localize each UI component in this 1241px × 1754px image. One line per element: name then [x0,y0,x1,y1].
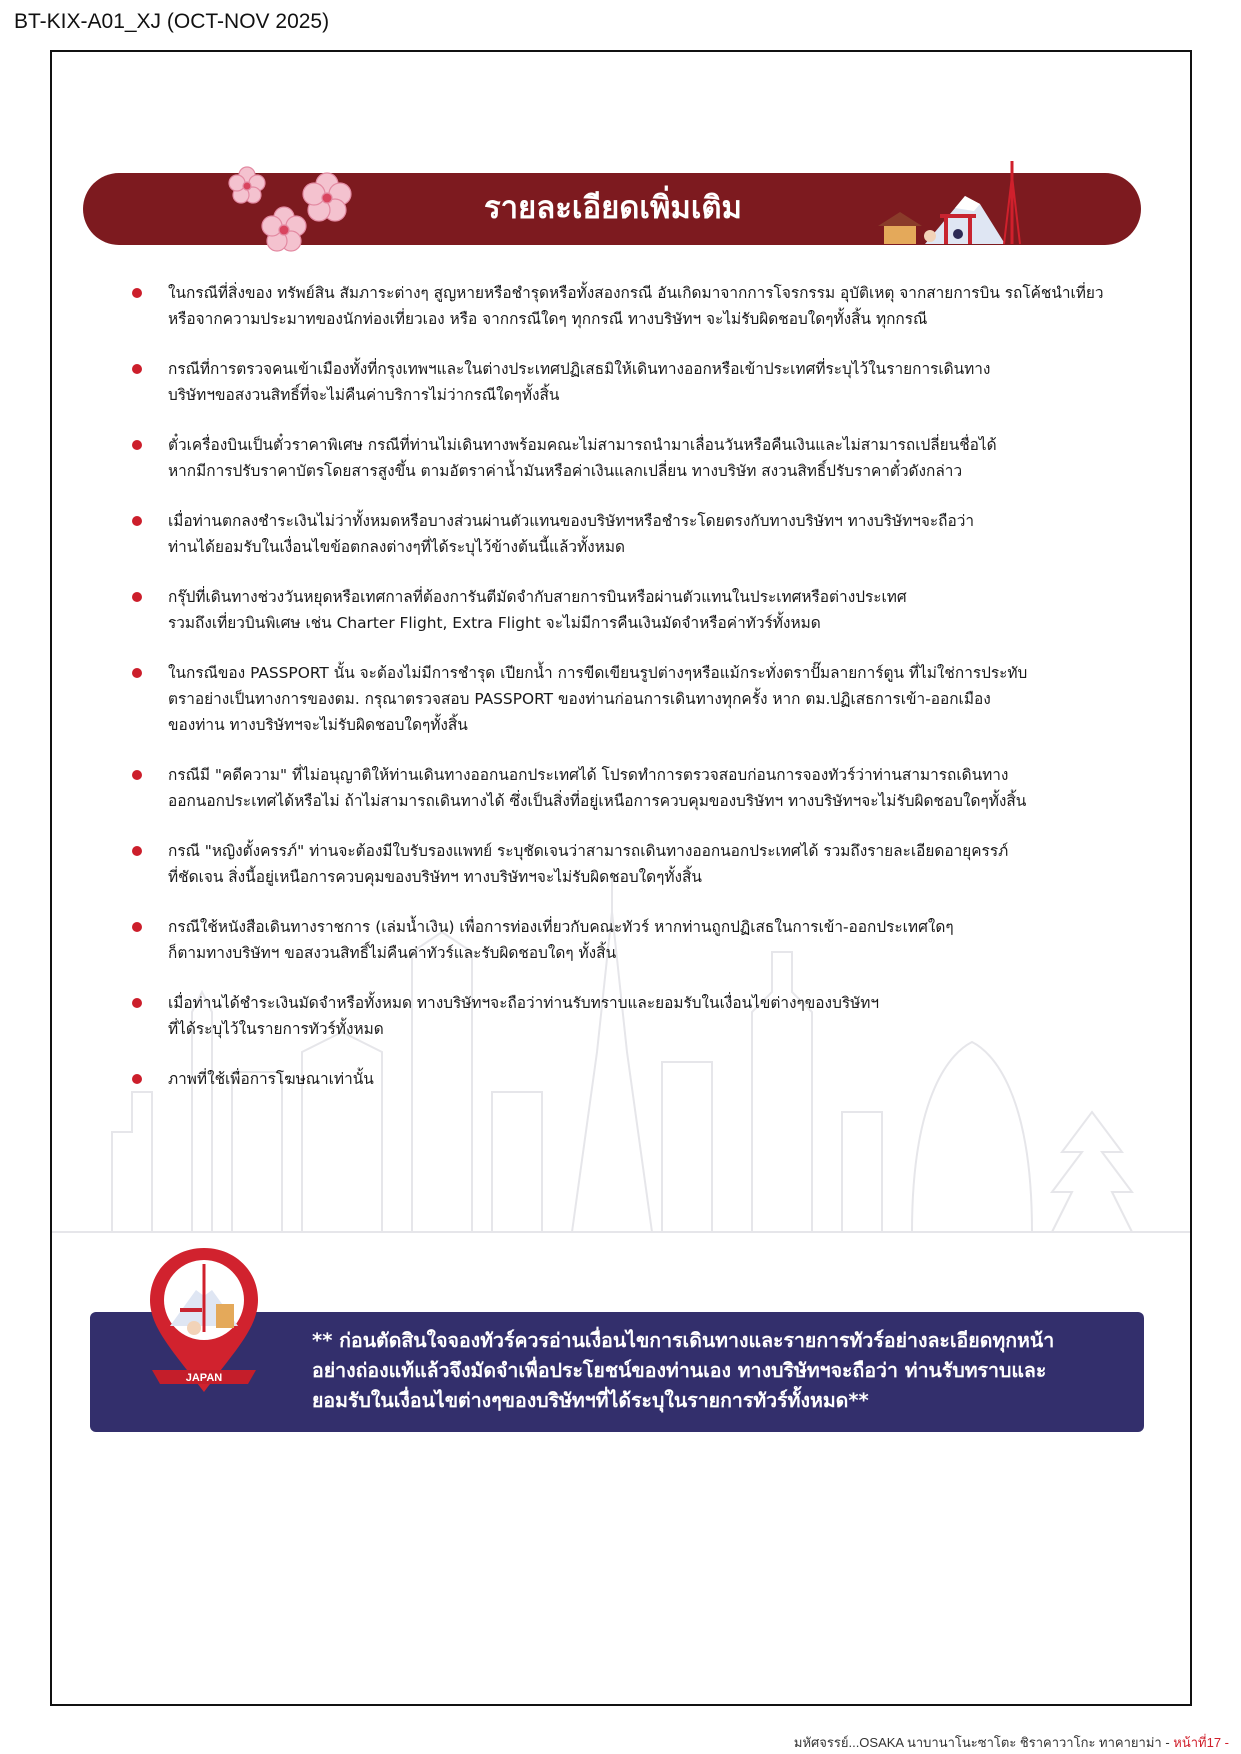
bullet-icon [132,998,142,1008]
list-item-text: กรณีใช้หนังสือเดินทางราชการ (เล่มน้ำเงิน) เพื่อการท่องเที่ยวกับคณะทัวร์ หากท่านถูกปฏิเสธในการเข้า-ออกประเทศใดๆ ก็ตามทางบริษัทฯ ขอสงวนสิทธิ์ไม่คืนค่าทัวร์และรับผิดชอบใดๆ ทั้งสิ้น [168,918,954,962]
conditions-list [132,280,1162,1092]
bullet-icon [132,846,142,856]
list-item [132,432,1162,484]
list-item [132,356,1162,408]
list-item [132,914,1162,966]
bullet-icon [132,922,142,932]
list-item [132,508,1162,560]
list-item [132,838,1162,890]
bullet-icon [132,288,142,298]
section-title: รายละเอียดเพิ่มเติม [483,190,742,226]
list-item [132,990,1162,1042]
list-item-text: กรณีมี "คดีความ" ที่ไม่อนุญาติให้ท่านเดินทางออกนอกประเทศได้ โปรดทำการตรวจสอบก่อนการจองทัวร์ว่าท่านสามารถเดินทาง ออกนอกประเทศได้หรือไม่ ถ้าไม่สามารถเดินทางได้ ซึ่งเป็นสิ่งที่อยู่เหนือการควบคุมของบริษัทฯ ทางบริษัทฯจะไม่รับผิดชอบใดๆทั้งสิ้น [168,766,1027,810]
list-item-text: กรณีที่การตรวจคนเข้าเมืองทั้งที่กรุงเทพฯและในต่างประเทศปฏิเสธมิให้เดินทางออกหรือเข้าประเทศที่ระบุไว้ในรายการเดินทาง บริษัทฯขอสงวนสิทธิ์ที่จะไม่คืนค่าบริการไม่ว่ากรณีใดๆทั้งสิ้น [168,360,991,404]
japan-landmarks-icon [870,156,1030,246]
list-item-text: ในกรณีที่สิ่งของ ทรัพย์สิน สัมภาระต่างๆ สูญหายหรือชำรุดหรือทั้งสองกรณี อันเกิดมาจากการโจรกรรม อุบัติเหตุ จากสายการบิน รถโค้ชนำเที่ยว หรือจากความประมาทของนักท่องเที่ยวเอง หรือ จากกรณีใดๆ ทุกกรณี ทางบริษัทฯ จะไม่รับผิดชอบใดๆทั้งสิ้น ทุกกรณี [168,284,1104,328]
list-item [132,660,1162,738]
tour-name: มหัศจรรย์...OSAKA นาบานาโนะซาโตะ ชิราคาวาโกะ ทาคายาม่า - [793,1735,1174,1750]
list-item [132,584,1162,636]
bullet-icon [132,668,142,678]
bullet-icon [132,1074,142,1084]
page-number: หน้าที่17 - [1173,1735,1229,1750]
bullet-icon [132,440,142,450]
document-code: BT-KIX-A01_XJ (OCT-NOV 2025) [14,10,330,33]
list-item [132,762,1162,814]
list-item-text: เมื่อท่านตกลงชำระเงินไม่ว่าทั้งหมดหรือบางส่วนผ่านตัวแทนของบริษัทฯหรือชำระโดยตรงกับทางบริษัทฯ ทางบริษัทฯจะถือว่า ท่านได้ยอมรับในเงื่อนไขข้อตกลงต่างๆที่ได้ระบุไว้ข้างต้นนี้แล้วทั้งหมด [168,512,975,556]
list-item-text: ภาพที่ใช้เพื่อการโฆษณาเท่านั้น [168,1070,374,1088]
booking-notice-text: ** ก่อนตัดสินใจจองทัวร์ควรอ่านเงื่อนไขการเดินทางและรายการทัวร์อย่างละเอียดทุกหน้า อย่างถ่องแท้แล้วจึงมัดจำเพื่อประโยชน์ของท่านเอง ทางบริษัทฯจะถือว่า ท่านรับทราบและ ยอมรับในเงื่อนไขต่างๆของบริษัทฯที่ได้ระบุในรายการทัวร์ทั้งหมด** [312,1329,1055,1412]
page-frame [50,50,1192,1706]
bullet-icon [132,516,142,526]
list-item-text: เมื่อท่านได้ชำระเงินมัดจำหรือทั้งหมด ทางบริษัทฯจะถือว่าท่านรับทราบและยอมรับในเงื่อนไขต่างๆของบริษัทฯ ที่ได้ระบุไว้ในรายการทัวร์ทั้งหมด [168,994,880,1038]
list-item [132,280,1162,332]
list-item-text: กรุ๊ปที่เดินทางช่วงวันหยุดหรือเทศกาลที่ต้องการันตีมัดจำกับสายการบินหรือผ่านตัวแทนในประเทศหรือต่างประเทศ รวมถึงเที่ยวบินพิเศษ เช่น Charter Flight, Extra Flight จะไม่มีการคืนเงินมัดจำหรือค่าทัวร์ทั้งหมด [168,588,907,632]
list-item-text: ตั๋วเครื่องบินเป็นตั๋วราคาพิเศษ กรณีที่ท่านไม่เดินทางพร้อมคณะไม่สามารถนำมาเลื่อนวันหรือคืนเงินและไม่สามารถเปลี่ยนชื่อได้ หากมีการปรับราคาบัตรโดยสารสูงขึ้น ตามอัตราค่าน้ำมันหรือค่าเงินแลกเปลี่ยน ทางบริษัท สงวนสิทธิ์ปรับราคาตั๋วดังกล่าว [168,436,997,480]
badge-label: JAPAN [185,1372,223,1384]
bullet-icon [132,770,142,780]
bullet-icon [132,364,142,374]
japan-map-pin-icon [144,1242,264,1402]
cherry-blossom-icon [222,158,392,268]
list-item-text: กรณี "หญิงตั้งครรภ์" ท่านจะต้องมีใบรับรองแพทย์ ระบุชัดเจนว่าสามารถเดินทางออกนอกประเทศได้ รวมถึงรายละเอียดอายุครรภ์ ที่ชัดเจน สิ่งนี้อยู่เหนือการควบคุมของบริษัทฯ ทางบริษัทฯจะไม่รับผิดชอบใดๆทั้งสิ้น [168,842,1009,886]
bullet-icon [132,592,142,602]
list-item [132,1066,1162,1092]
page-footer [794,1732,1229,1753]
list-item-text: ในกรณีของ PASSPORT นั้น จะต้องไม่มีการชำรุด เปียกน้ำ การขีดเขียนรูปต่างๆหรือแม้กระทั่งตราปั๊มลายการ์ตูน ที่ไม่ใช่การประทับ ตราอย่างเป็นทางการของตม. กรุณาตรวจสอบ PASSPORT ของท่านก่อนการเดินทางทุกครั้ง หาก ตม.ปฏิเสธการเข้า-ออกเมือง ของท่าน ทางบริษัทฯจะไม่รับผิดชอบใดๆทั้งสิ้น [168,664,1028,734]
